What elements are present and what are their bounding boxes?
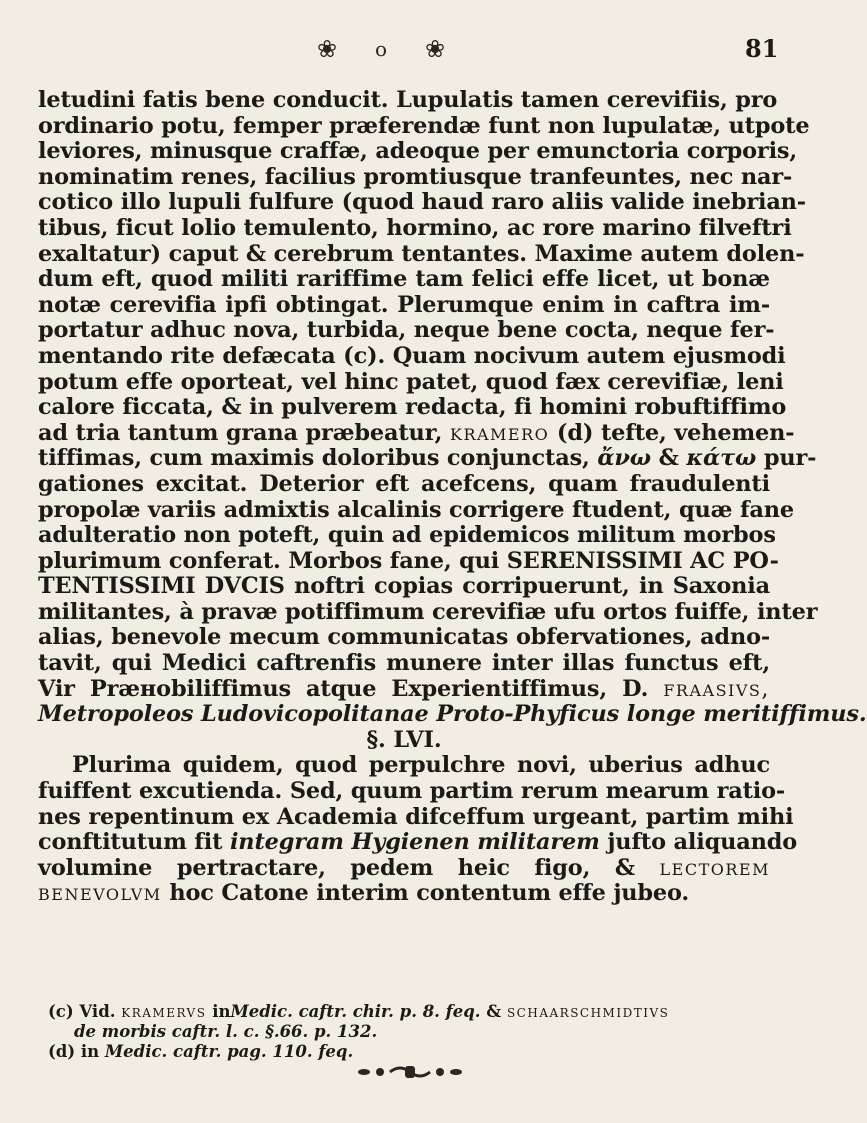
author-name-fraasius: fraasivs, [663, 675, 770, 702]
small-caps-word: benevolvm [38, 880, 162, 907]
text-run: jufto aliquando [607, 829, 798, 856]
text-line: potum effe oporteat, vel hinc patet, quod fæx cerevifiæ, leni [38, 368, 784, 395]
text-line: portatur adhuc nova, turbida, neque bene cocta, neque fer- [38, 317, 775, 344]
text-line: plurimum conferat. Morbos fane, qui SERENISSIMI AC PO- [38, 547, 779, 574]
text-run: Vir Præнobiliffimus atque Experientiffimus, D. [38, 675, 649, 702]
text-line: tavit, qui Medici caftrenfis munere inter illas functus eft, [38, 650, 770, 677]
text-run: conftitutum fit [38, 829, 223, 856]
tailpiece-ornament-icon [350, 1064, 470, 1080]
footnote-c [48, 1002, 770, 1022]
text-line [38, 829, 798, 856]
greek-word: ἄνω [597, 445, 651, 472]
text-line: fuiffent excutienda. Sed, quum partim rerum mearum ratio- [38, 778, 786, 805]
author-name-kramerus: kramervs [121, 1002, 207, 1021]
ornament-right-icon: ❀ [425, 35, 446, 63]
text-run: pur- [763, 445, 817, 472]
footnote-d [48, 1042, 770, 1062]
paragraph-2 [38, 752, 798, 907]
text-run: in [212, 1002, 231, 1021]
text-line [38, 856, 770, 882]
text-line: letudini fatis bene conducit. Lupulatis tamen cerevifiis, pro [38, 87, 778, 113]
text-line: adulteratio non poteft, quin ad epidemicos militum morbos [38, 522, 776, 549]
text-line: notæ cerevifia ipfi obtingat. Plerumque enim in caftra im- [38, 291, 770, 318]
ornament-center-icon: o [375, 37, 388, 61]
text-line [38, 701, 867, 728]
text-run: volumine pertractare, pedem heic figo, & [38, 854, 635, 881]
footnotes [48, 1002, 770, 1062]
text-line: leviores, minusque craffæ, adeoque per emunctoria corporis, [38, 138, 798, 165]
text-line [38, 419, 795, 447]
text-line: propolæ variis admixtis alcalinis corrigere ftudent, quæ fane [38, 496, 795, 523]
text-line: exaltatur) caput & cerebrum tentantes. Maxime autem dolen- [38, 240, 805, 267]
text-line [38, 445, 817, 472]
footnote-mark: (d) [48, 1042, 76, 1061]
text-run: & [486, 1002, 502, 1021]
text-line: cotico illo lupuli fulfure (quod haud raro aliis valide inebrian- [38, 189, 806, 216]
cited-work: Medic. caftr. pag. 110. feq. [104, 1042, 354, 1061]
author-name-schaarschmidt: schaarschmidtivs [506, 1002, 670, 1021]
text-line: calore ficcata, & in pulverem redacta, fi homini robuftiffimo [38, 394, 787, 421]
small-caps-word: lectorem [659, 854, 770, 881]
cited-work: Medic. caftr. chir. p. 8. feq. [230, 1002, 481, 1021]
text-line: dum eft, quod militi rariffime tam felici effe licet, ut bonæ [38, 266, 770, 293]
footnote-mark: (c) [48, 1002, 74, 1021]
text-line: TENTISSIMI DVCIS noftri copias corripuerunt, in Saxonia [38, 573, 770, 600]
text-line: alias, benevole mecum communicatas obfervationes, adno- [38, 624, 770, 651]
text-line [38, 881, 770, 907]
text-run: tiffimas, cum maximis doloribus conjunctas, [38, 445, 590, 472]
text-line: nes repentinum ex Academia difceffum urgeant, partim mihi [38, 803, 794, 830]
text-line: mentando rite defæcata (c). Quam nocivum autem ejusmodi [38, 342, 786, 369]
text-line: gationes excitat. Deterior eft acefcens, quam fraudulenti [38, 470, 770, 497]
text-line: tibus, ficut lolio temulento, hormino, ac rore marino filveftri [38, 214, 792, 241]
text-line: nominatim renes, facilius promtiusque tranfeuntes, nec nar- [38, 163, 793, 190]
text-line: ordinario potu, femper præferendæ funt non lupulatæ, utpote [38, 112, 810, 139]
text-run: (d) tefte, vehemen- [556, 419, 795, 446]
page-number: 81 [745, 34, 779, 63]
main-text [38, 87, 867, 907]
text-run: hoc Catone interim contentum effe jubeo. [169, 880, 690, 907]
paragraph-1 [38, 87, 867, 728]
text-line: Plurima quidem, quod perpulchre novi, uberius adhuc [72, 752, 770, 779]
ornament-left-icon: ❀ [317, 35, 338, 63]
text-line: militantes, à pravæ potiffimum cerevifiæ ufu ortos fuiffe, inter [38, 598, 818, 625]
greek-word: κάτω [686, 445, 757, 472]
text-run: & [658, 445, 679, 472]
section-heading: §. LVI. [366, 726, 442, 753]
footnote-c-continued: de morbis caftr. l. c. §.66. p. 132. [74, 1022, 378, 1041]
italic-phrase: integram Hygienen militarem [229, 829, 600, 856]
text-run: in [80, 1042, 100, 1061]
text-run: Vid. [79, 1002, 116, 1021]
author-name-kramer: kramero [449, 419, 550, 446]
text-line [38, 677, 770, 703]
running-header [0, 34, 800, 74]
text-run: ad tria tantum grana præbeatur, [38, 419, 443, 446]
italic-title: Metropoleos Ludovicopolitanae Proto-Phyficus longe meritiffimus. [38, 701, 867, 728]
